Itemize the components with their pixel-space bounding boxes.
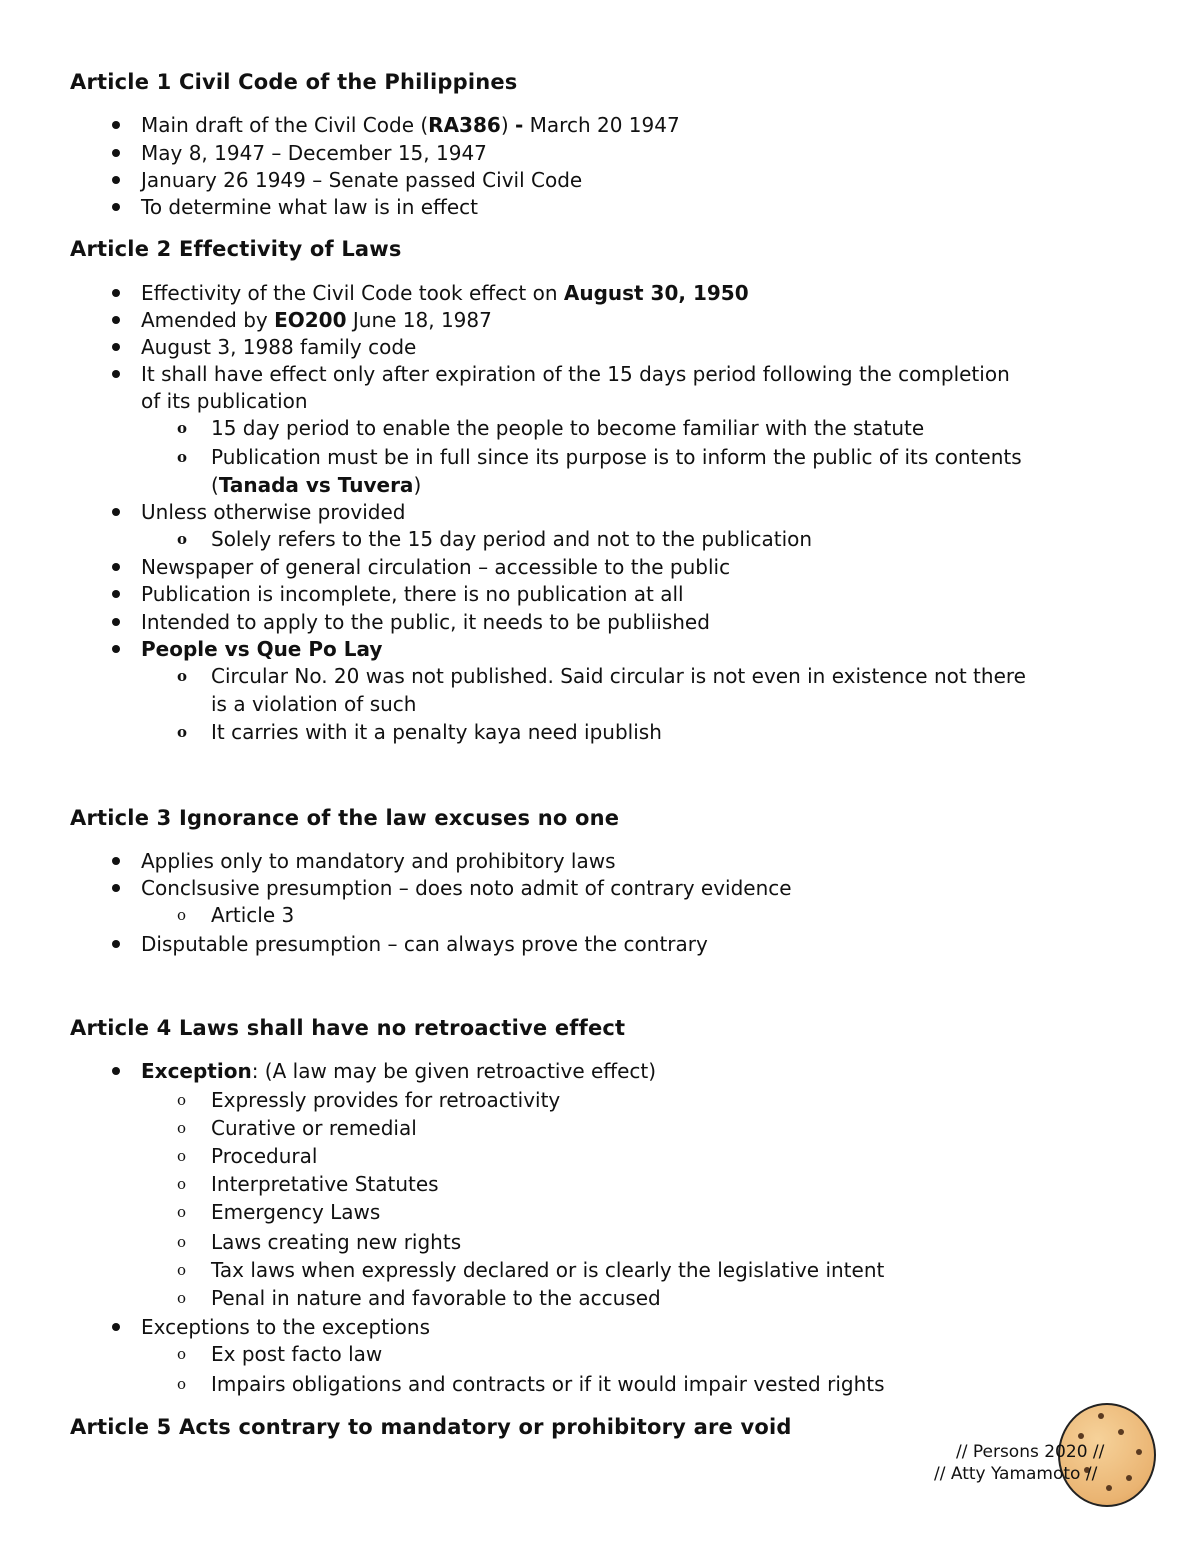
sub-bullet: o (177, 1147, 187, 1165)
bullet (112, 1323, 120, 1331)
sub-list-item: Interpretative Statutes (211, 1172, 439, 1196)
cookie-chip (1118, 1429, 1124, 1435)
sub-bullet: o (177, 1233, 187, 1251)
bullet (112, 1067, 120, 1075)
footer-course: // Persons 2020 // (956, 1442, 1105, 1462)
sub-bullet: o (177, 1091, 187, 1109)
list-item: May 8, 1947 – December 15, 1947 (141, 141, 487, 165)
list-item: Unless otherwise provided (141, 500, 406, 524)
sub-list-item: Expressly provides for retroactivity (211, 1088, 561, 1112)
sub-bullet: o (177, 419, 188, 437)
sub-list-item: Curative or remedial (211, 1116, 417, 1140)
list-item: Exceptions to the exceptions (141, 1315, 430, 1339)
sub-list-item: Solely refers to the 15 day period and not to the publication (211, 527, 813, 551)
list-item: Newspaper of general circulation – accessible to the public (141, 555, 731, 579)
sub-list-item-continuation: is a violation of such (211, 692, 417, 716)
cookie-chip (1098, 1413, 1104, 1419)
article-4-heading: Article 4 Laws shall have no retroactive effect (70, 1016, 626, 1040)
sub-list-item: Publication must be in full since its purpose is to inform the public of its contents (211, 445, 1022, 469)
sub-list-item: Tax laws when expressly declared or is clearly the legislative intent (211, 1258, 885, 1282)
bullet (112, 203, 120, 211)
sub-list-item: Ex post facto law (211, 1342, 383, 1366)
sub-bullet: o (177, 1345, 187, 1363)
sub-list-item: Procedural (211, 1144, 318, 1168)
sub-list-item-continuation: (Tanada vs Tuvera) (211, 473, 422, 497)
bullet (112, 940, 120, 948)
list-item: Intended to apply to the public, it needs to be publiished (141, 610, 710, 634)
sub-bullet: o (177, 1203, 187, 1221)
bullet (112, 149, 120, 157)
bullet (112, 508, 120, 516)
list-item: August 3, 1988 family code (141, 335, 417, 359)
sub-list-item: Circular No. 20 was not published. Said circular is not even in existence not there (211, 664, 1026, 688)
bullet (112, 884, 120, 892)
sub-bullet: o (177, 1289, 187, 1307)
cookie-chip (1106, 1485, 1112, 1491)
list-item: Disputable presumption – can always prove the contrary (141, 932, 708, 956)
list-item: Applies only to mandatory and prohibitory laws (141, 849, 616, 873)
sub-bullet: o (177, 723, 188, 741)
bullet (112, 857, 120, 865)
bullet (112, 316, 120, 324)
cookie-chip (1136, 1449, 1142, 1455)
footer-instructor: // Atty Yamamoto // (934, 1464, 1098, 1484)
article-2-heading: Article 2 Effectivity of Laws (70, 237, 402, 261)
bullet (112, 618, 120, 626)
list-item: To determine what law is in effect (141, 195, 478, 219)
list-item: Main draft of the Civil Code (RA386) - March 20 1947 (141, 113, 680, 137)
bullet (112, 121, 120, 129)
sub-bullet: o (177, 1175, 187, 1193)
list-item-case: People vs Que Po Lay (141, 637, 383, 661)
sub-list-item: It carries with it a penalty kaya need ipublish (211, 720, 662, 744)
sub-list-item: Laws creating new rights (211, 1230, 462, 1254)
sub-list-item: Impairs obligations and contracts or if it would impair vested rights (211, 1372, 885, 1396)
bullet (112, 563, 120, 571)
list-item-continuation: of its publication (141, 389, 308, 413)
sub-list-item: 15 day period to enable the people to become familiar with the statute (211, 416, 925, 440)
sub-bullet: o (177, 667, 188, 685)
list-item: Effectivity of the Civil Code took effect on August 30, 1950 (141, 281, 749, 305)
list-item: Conclsusive presumption – does noto admit of contrary evidence (141, 876, 792, 900)
list-item: Amended by EO200 June 18, 1987 (141, 308, 492, 332)
sub-bullet: o (177, 448, 188, 466)
article-1-heading: Article 1 Civil Code of the Philippines (70, 70, 518, 94)
cookie-chip (1078, 1433, 1084, 1439)
list-item: It shall have effect only after expiration of the 15 days period following the completion (141, 362, 1010, 386)
sub-bullet: o (177, 1119, 187, 1137)
list-item: Exception: (A law may be given retroactive effect) (141, 1059, 657, 1083)
article-5-heading: Article 5 Acts contrary to mandatory or prohibitory are void (70, 1415, 792, 1439)
sub-bullet: o (177, 530, 188, 548)
bullet (112, 370, 120, 378)
sub-bullet: o (177, 1261, 187, 1279)
cookie-chip (1126, 1475, 1132, 1481)
sub-bullet: o (177, 1375, 187, 1393)
sub-list-item: Article 3 (211, 903, 295, 927)
list-item: January 26 1949 – Senate passed Civil Code (141, 168, 583, 192)
sub-list-item: Penal in nature and favorable to the accused (211, 1286, 661, 1310)
article-3-heading: Article 3 Ignorance of the law excuses no one (70, 806, 620, 830)
bullet (112, 176, 120, 184)
sub-bullet: o (177, 906, 187, 924)
bullet (112, 645, 120, 653)
list-item: Publication is incomplete, there is no publication at all (141, 582, 684, 606)
sub-list-item: Emergency Laws (211, 1200, 381, 1224)
bullet (112, 289, 120, 297)
bullet (112, 343, 120, 351)
bullet (112, 590, 120, 598)
